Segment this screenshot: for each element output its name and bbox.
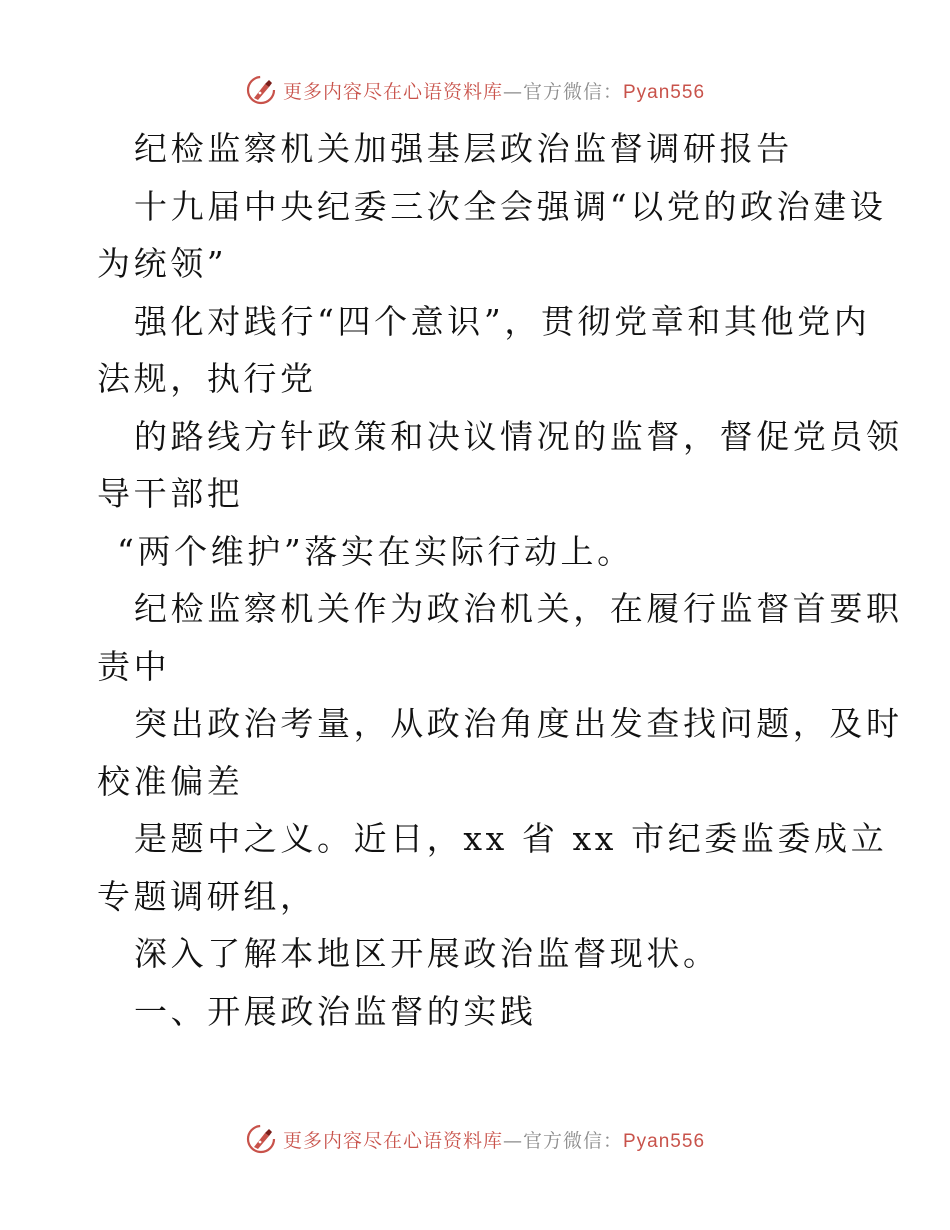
paragraph-line: 是题中之义。近日，xx 省 xx 市纪委监委成立 bbox=[134, 819, 888, 858]
paragraph-line: 责中 bbox=[97, 646, 171, 686]
section-heading: 一、开展政治监督的实践 bbox=[134, 991, 537, 1031]
banner-wechat-label: 官方微信： bbox=[522, 80, 623, 103]
paragraph-line: 十九届中央纪委三次全会强调“以党的政治建设 bbox=[134, 186, 887, 226]
paragraph-line: “两个维护”落实在实际行动上。 bbox=[117, 531, 634, 571]
banner-brand-text: 更多内容尽在心语资料库 bbox=[282, 80, 503, 103]
paragraph-line: 突出政治考量，从政治角度出发查找问题，及时 bbox=[134, 704, 903, 743]
paragraph-line: 纪检监察机关作为政治机关，在履行监督首要职 bbox=[134, 589, 903, 628]
paragraph-line: 导干部把 bbox=[97, 474, 244, 513]
banner-brand-text: 更多内容尽在心语资料库 bbox=[282, 1129, 503, 1152]
paragraph-line: 为统领” bbox=[97, 244, 228, 283]
paragraph-line: 的路线方针政策和决议情况的监督，督促党员领 bbox=[134, 416, 903, 456]
pen-logo-icon bbox=[245, 1123, 277, 1155]
header-banner bbox=[0, 70, 950, 110]
banner-separator: — bbox=[502, 1129, 523, 1152]
paragraph-line: 法规，执行党 bbox=[97, 359, 317, 398]
banner-wechat-label: 官方微信： bbox=[522, 1129, 623, 1152]
document-body bbox=[97, 120, 903, 1040]
document-title: 纪检监察机关加强基层政治监督调研报告 bbox=[134, 129, 793, 168]
banner-account: Pyan556 bbox=[623, 81, 706, 103]
banner-account: Pyan556 bbox=[623, 1130, 706, 1152]
paragraph-line: 专题调研组， bbox=[97, 876, 317, 916]
pen-logo-icon bbox=[245, 74, 277, 106]
paragraph-line: 深入了解本地区开展政治监督现状。 bbox=[134, 934, 720, 973]
banner-separator: — bbox=[502, 80, 523, 103]
footer-banner bbox=[0, 1119, 950, 1159]
paragraph-line: 强化对践行“四个意识”，贯彻党章和其他党内 bbox=[134, 301, 871, 341]
paragraph-line: 校准偏差 bbox=[97, 761, 244, 801]
